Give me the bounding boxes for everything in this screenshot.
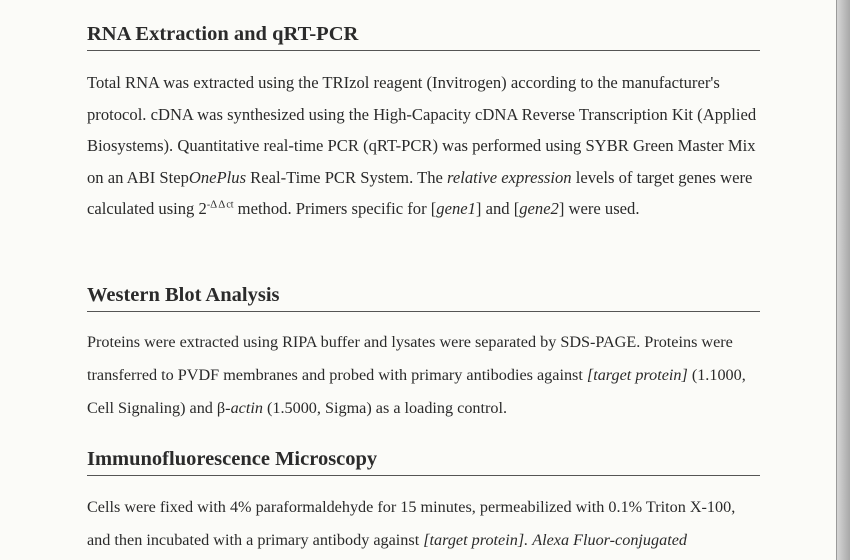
section-heading: RNA Extraction and qRT-PCR — [87, 21, 760, 51]
page-edge-shadow — [837, 0, 850, 560]
section-paragraph: Cells were fixed with 4% paraformaldehyde for 15 minutes, permeabilized with 0.1% Triton X-100, and then incubated with a primary antibody against [target protein]. Alexa Fluor-conjugated — [87, 498, 736, 549]
section-rna-extraction — [87, 21, 760, 225]
section-paragraph: Proteins were extracted using RIPA buffer and lysates were separated by SDS-PAGE. Proteins were transferred to PVDF membranes and probed with primary antibodies against [target protein] (1.1000, Cell Signaling) and β-actin (1.5000, Sigma) as a loading control. — [87, 333, 746, 417]
section-immunofluorescence — [87, 446, 760, 557]
section-heading: Immunofluorescence Microscopy — [87, 446, 760, 476]
section-western-blot — [87, 282, 760, 425]
section-heading: Western Blot Analysis — [87, 282, 760, 312]
section-paragraph: Total RNA was extracted using the TRIzol reagent (Invitrogen) according to the manufacturer's protocol. cDNA was synthesized using the High-Capacity cDNA Reverse Transcription Kit (Applied Biosystems). Quantitative real-time PCR (qRT-PCR) was performed using SYBR Green Master Mix on an ABI StepOnePlus Real-Time PCR System. The relative expression levels of target genes were calculated using $2^{-\Delta\Delta ct}$ method. Primers specific for [gene1] and [gene2] were used. — [87, 73, 757, 218]
